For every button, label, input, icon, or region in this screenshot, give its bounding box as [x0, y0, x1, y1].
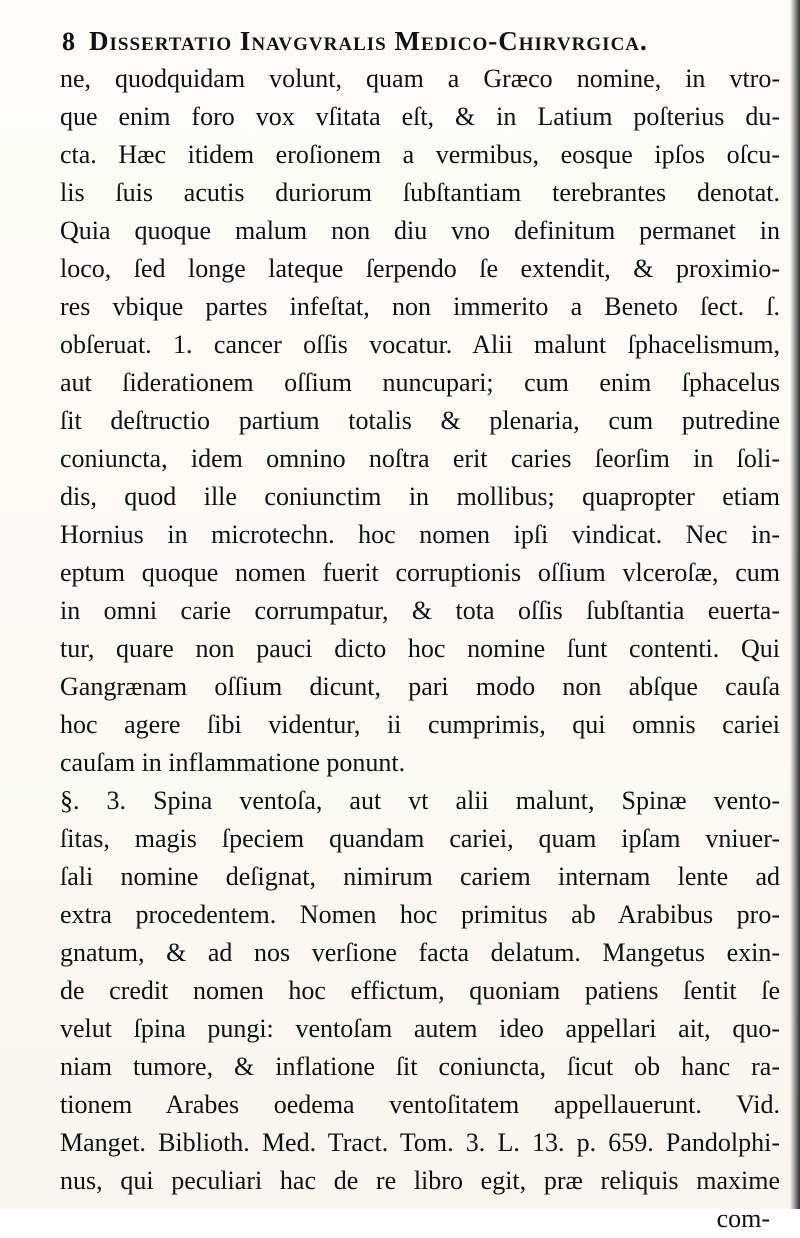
- text-line: Gangrænam oſſium dicunt, pari modo non abſque cauſa: [60, 672, 780, 701]
- text-line: res vbique partes infeſtat, non immerito a Beneto ſect. ſ.: [60, 292, 780, 321]
- text-line: obſeruat. 1. cancer oſſis vocatur. Alii malunt ſphacelismum,: [60, 330, 780, 359]
- page-number: 8: [62, 27, 75, 56]
- text-line: ſali nomine deſignat, nimirum cariem internam lente ad: [60, 862, 780, 891]
- text-line: tur, quare non pauci dicto hoc nomine ſunt contenti. Qui: [60, 634, 780, 663]
- text-line: Manget. Biblioth. Med. Tract. Tom. 3. L. 13. p. 659. Pandolphi-: [60, 1128, 780, 1157]
- text-line: tionem Arabes oedema ventoſitatem appellauerunt. Vid.: [60, 1090, 780, 1119]
- text-line: extra procedentem. Nomen hoc primitus ab Arabibus pro-: [60, 900, 780, 929]
- text-line: loco, ſed longe lateque ſerpendo ſe extendit, & proximio-: [60, 254, 780, 283]
- text-line: in omni carie corrumpatur, & tota oſſis ſubſtantia euerta-: [60, 596, 780, 625]
- text-line: cauſam in inflammatione ponunt.: [60, 748, 406, 777]
- catchword: com-: [716, 1204, 770, 1233]
- text-line: coniuncta, idem omnino noſtra erit caries ſeorſim in ſoli-: [60, 444, 780, 473]
- text-line: dis, quod ille coniunctim in mollibus; quapropter etiam: [60, 482, 780, 511]
- text-line: hoc agere ſibi videntur, ii cumprimis, qui omnis cariei: [60, 710, 780, 739]
- text-line: que enim foro vox vſitata eſt, & in Latium poſterius du-: [60, 102, 780, 131]
- text-line: Hornius in microtechn. hoc nomen ipſi vindicat. Nec in-: [60, 520, 780, 549]
- text-line: ne, quodquidam volunt, quam a Græco nomine, in vtro-: [60, 64, 780, 93]
- running-head: Dissertatio Inavgvralis Medico-Chirvrgica.: [89, 26, 648, 56]
- page-header: [62, 18, 782, 64]
- text-line: eptum quoque nomen fuerit corruptionis oſſium vlceroſæ, cum: [60, 558, 780, 587]
- body-text: [60, 60, 780, 1238]
- text-line: niam tumore, & inflatione ſit coniuncta, ſicut ob hanc ra-: [60, 1052, 780, 1081]
- text-line: nus, qui peculiari hac de re libro egit, præ reliquis maxime: [60, 1166, 780, 1195]
- text-line: aut ſiderationem oſſium nuncupari; cum enim ſphacelus: [60, 368, 780, 397]
- text-line: cta. Hæc itidem eroſionem a vermibus, eosque ipſos oſcu-: [60, 140, 780, 169]
- text-line: gnatum, & ad nos verſione facta delatum. Mangetus exin-: [60, 938, 780, 967]
- text-line: ſitas, magis ſpeciem quandam cariei, quam ipſam vniuer-: [60, 824, 780, 853]
- text-line: §. 3. Spina ventoſa, aut vt alii malunt, Spinæ vento-: [60, 786, 780, 815]
- text-line: lis ſuis acutis duriorum ſubſtantiam terebrantes denotat.: [60, 178, 780, 207]
- page-edge-shadow: [790, 0, 800, 1209]
- text-line: Quia quoque malum non diu vno definitum permanet in: [60, 216, 780, 245]
- text-line: de credit nomen hoc effictum, quoniam patiens ſentit ſe: [60, 976, 780, 1005]
- text-line: velut ſpina pungi: ventoſam autem ideo appellari ait, quo-: [60, 1014, 780, 1043]
- text-line: ſit deſtructio partium totalis & plenaria, cum putredine: [60, 406, 780, 435]
